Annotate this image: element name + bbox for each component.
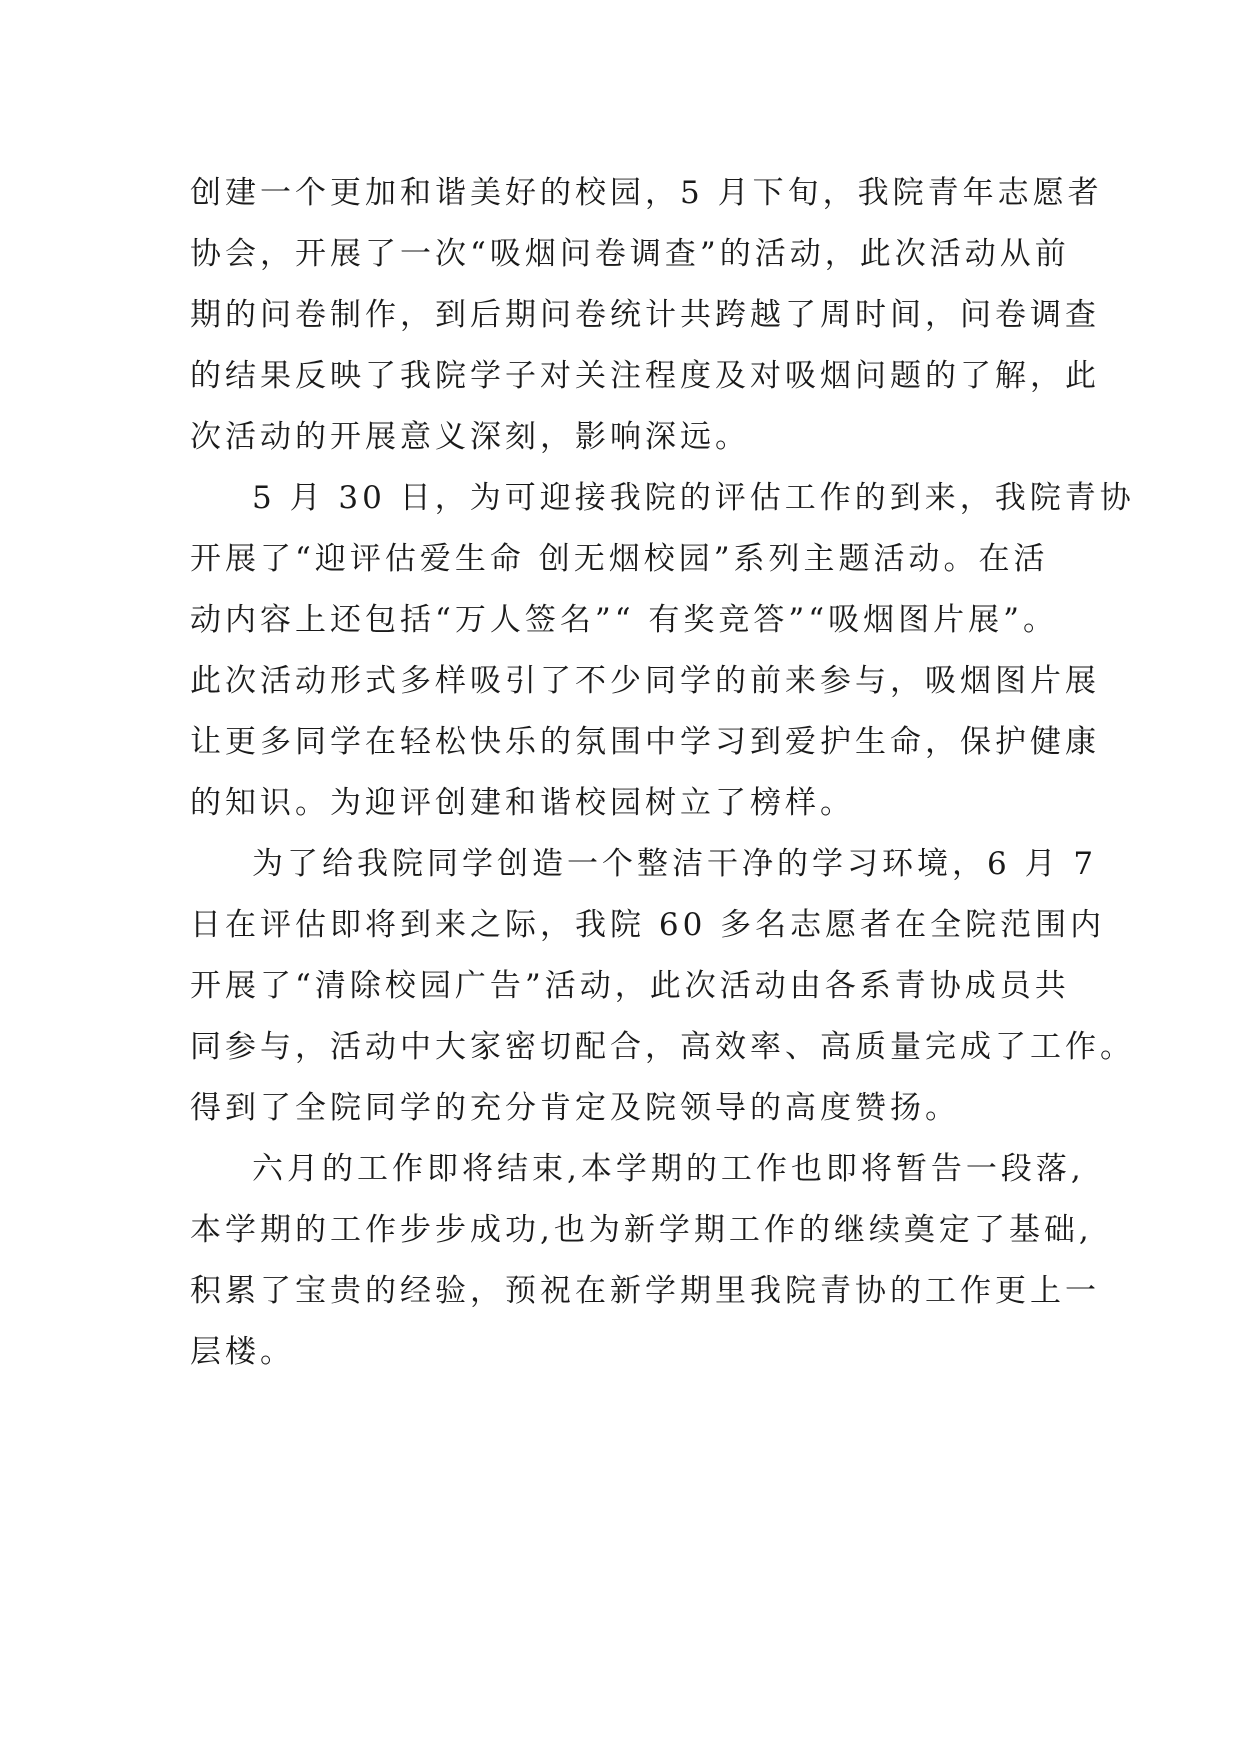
text-line: 积累了宝贵的经验，预祝在新学期里我院青协的工作更上一 <box>190 1273 1100 1309</box>
paragraph-1 <box>190 163 1103 468</box>
text-line: 让更多同学在轻松快乐的氛围中学习到爱护生命，保护健康 <box>190 724 1100 760</box>
text-line: 本学期的工作步步成功,也为新学期工作的继续奠定了基础, <box>190 1212 1093 1248</box>
text-line: 期的问卷制作，到后期问卷统计共跨越了周时间，问卷调查 <box>190 297 1100 333</box>
text-line: 动内容上还包括“万人签名”“ 有奖竞答”“吸烟图片展”。 <box>190 602 1058 638</box>
text-line: 开展了“清除校园广告”活动，此次活动由各系青协成员共 <box>190 968 1070 1004</box>
document-body <box>190 163 1135 1383</box>
text-line: 的结果反映了我院学子对关注程度及对吸烟问题的了解，此 <box>190 358 1100 394</box>
text-line: 六月的工作即将结束,本学期的工作也即将暂告一段落, <box>252 1151 1085 1187</box>
paragraph-2 <box>190 468 1135 834</box>
text-line: 5 月 30 日，为可迎接我院的评估工作的到来，我院青协 <box>252 480 1135 516</box>
text-line: 此次活动形式多样吸引了不少同学的前来参与，吸烟图片展 <box>190 663 1100 699</box>
text-line: 的知识。为迎评创建和谐校园树立了榜样。 <box>190 785 855 821</box>
text-line: 协会，开展了一次“吸烟问卷调查”的活动，此次活动从前 <box>190 236 1070 272</box>
text-line: 得到了全院同学的充分肯定及院领导的高度赞扬。 <box>190 1090 960 1126</box>
text-line: 创建一个更加和谐美好的校园，5 月下旬，我院青年志愿者 <box>190 175 1103 211</box>
text-line: 开展了“迎评估爱生命 创无烟校园”系列主题活动。在活 <box>190 541 1049 577</box>
text-line: 层楼。 <box>190 1334 295 1370</box>
paragraph-4 <box>190 1139 1100 1383</box>
text-line: 同参与，活动中大家密切配合，高效率、高质量完成了工作。 <box>190 1029 1135 1065</box>
text-line: 日在评估即将到来之际，我院 60 多名志愿者在全院范围内 <box>190 907 1106 943</box>
paragraph-3 <box>190 834 1135 1139</box>
text-line: 为了给我院同学创造一个整洁干净的学习环境，6 月 7 <box>252 846 1098 882</box>
text-line: 次活动的开展意义深刻，影响深远。 <box>190 419 750 455</box>
